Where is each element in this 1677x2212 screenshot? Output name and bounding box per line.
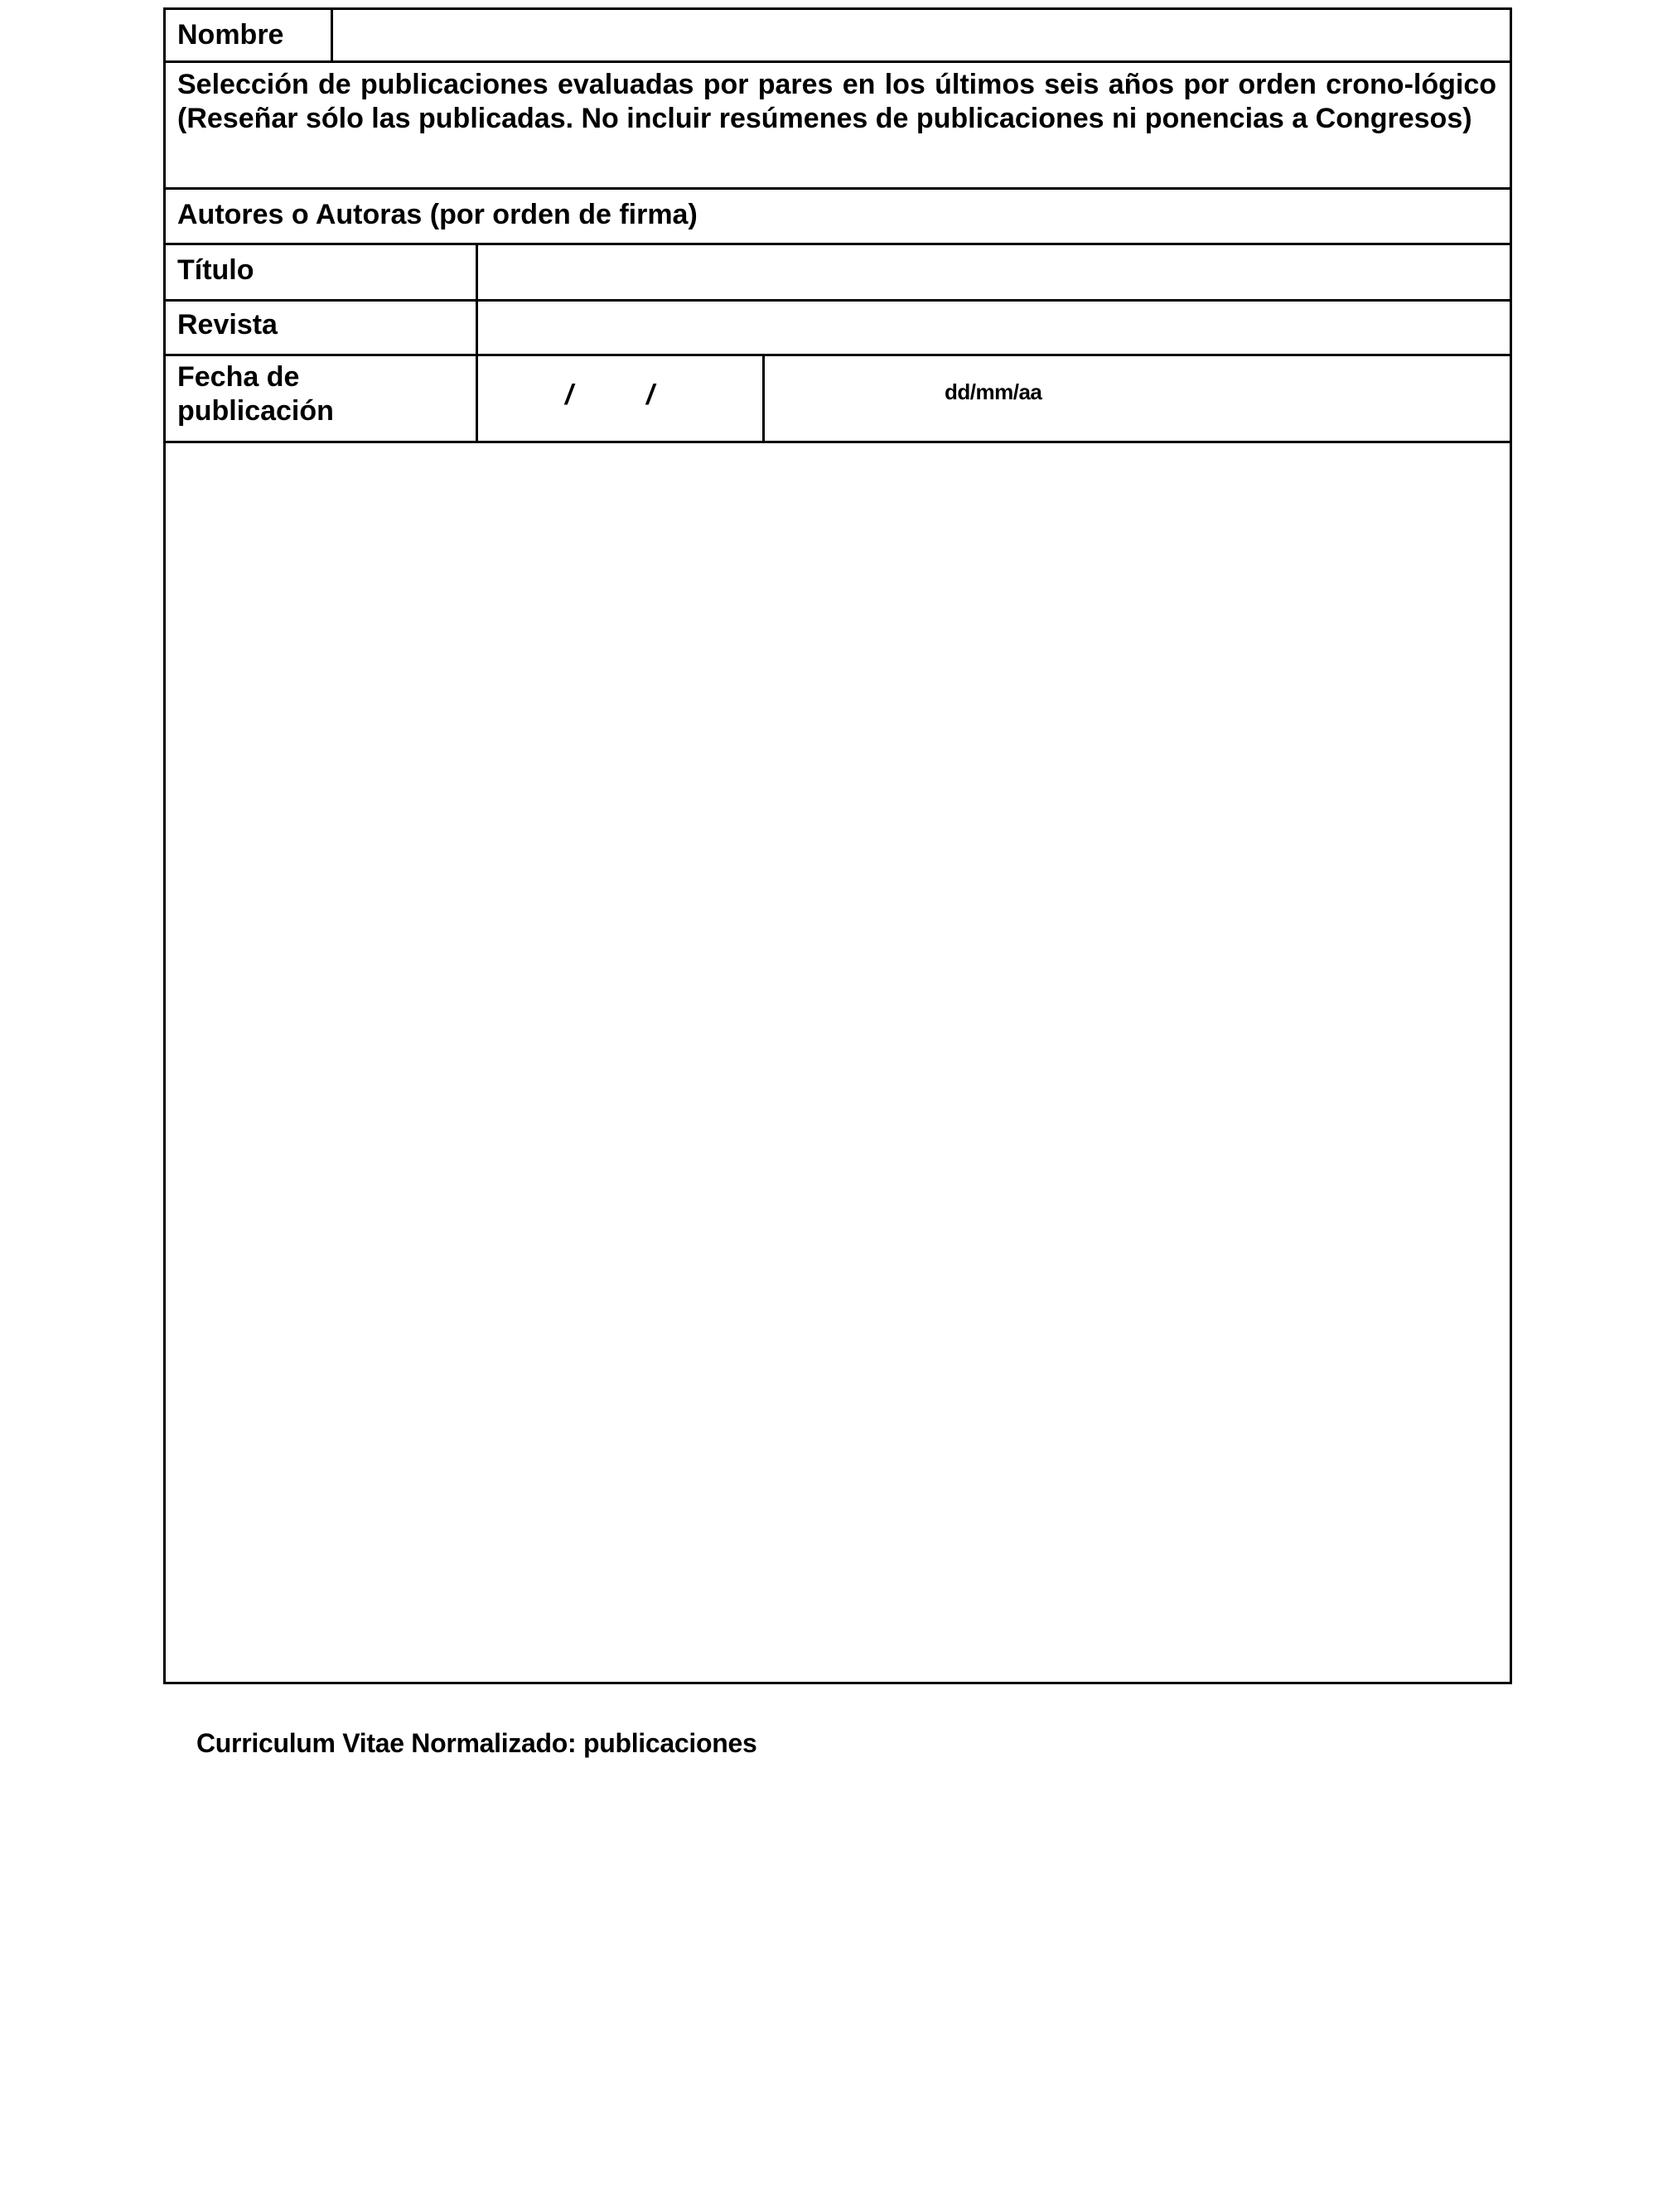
selection-instructions: Selección de publicaciones evaluadas por pares en los últimos seis años por orden crono-lógico (Reseñar sólo las publicadas. No incluir resúmenes de publicaciones ni ponencias a Congresos): [177, 69, 1496, 134]
publication-form: [163, 7, 1512, 1684]
revista-row: [166, 302, 1510, 356]
fecha-row: [166, 356, 1510, 443]
revista-label: Revista: [166, 302, 478, 354]
fecha-label-line2: publicación: [177, 395, 334, 427]
fecha-date-field[interactable]: [478, 356, 765, 441]
nombre-field[interactable]: [333, 10, 1510, 60]
nombre-label: Nombre: [166, 10, 333, 60]
publication-details-area[interactable]: [166, 443, 1510, 1682]
titulo-label: Título: [166, 245, 478, 299]
titulo-row: [166, 245, 1510, 302]
autores-label: Autores o Autoras (por orden de firma): [177, 199, 698, 230]
selection-instructions-row: [166, 63, 1510, 190]
page-footer: Curriculum Vitae Normalizado: publicaciones: [196, 1728, 757, 1758]
fecha-label: [166, 356, 478, 441]
date-separator-1: /: [565, 379, 573, 411]
titulo-field[interactable]: [478, 245, 1510, 299]
autores-row: [166, 190, 1510, 245]
date-format-hint: dd/mm/aa: [945, 379, 1042, 404]
nombre-row: [166, 10, 1510, 63]
date-separator-2: /: [646, 379, 655, 411]
fecha-label-line1: Fecha de: [177, 361, 300, 393]
revista-field[interactable]: [478, 302, 1510, 354]
